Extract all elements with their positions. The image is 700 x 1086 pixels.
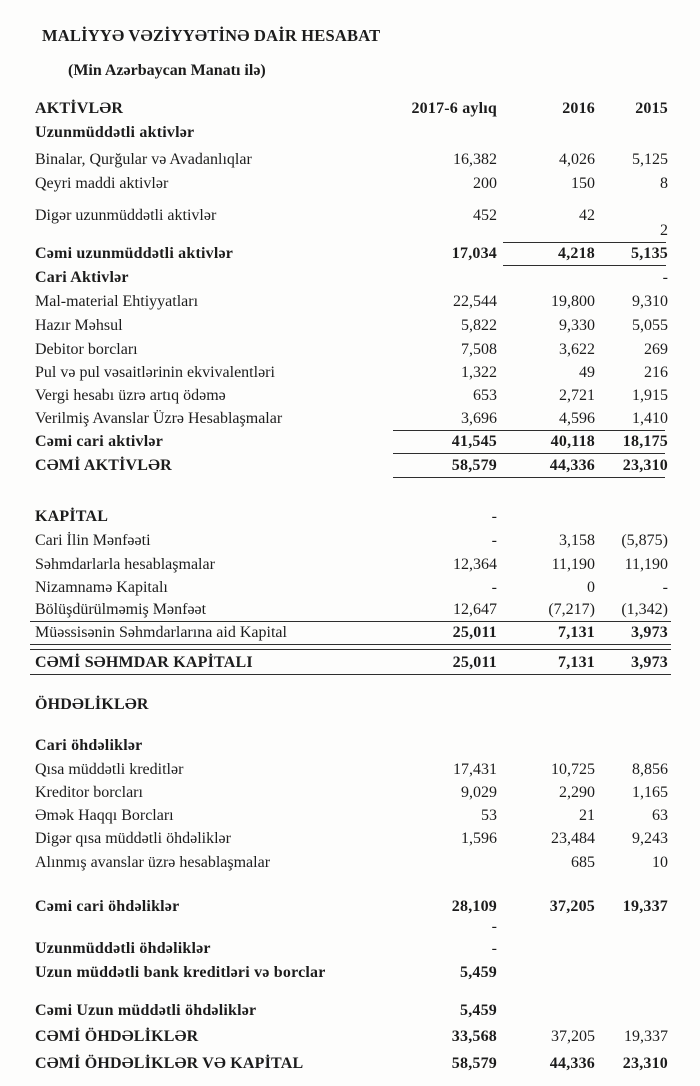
cell-2015: 23,310: [622, 457, 668, 474]
row-label: Cəmi uzunmüddətli aktivlər: [35, 245, 234, 262]
cell-2015: 18,175: [622, 433, 668, 450]
cell-2017: 653: [473, 387, 497, 404]
table-row-overflow: [35, 222, 668, 242]
document-subtitle: (Min Azərbaycan Manatı ilə): [68, 62, 266, 79]
column-header-2016: 2016: [562, 100, 595, 117]
cell-2017: 28,109: [451, 898, 497, 915]
table-row: [35, 528, 668, 552]
table-row: [35, 757, 668, 781]
subtotal-rule: [503, 265, 666, 266]
cell-2017: -: [491, 532, 497, 549]
cell-2017: -: [491, 940, 497, 957]
table-row: [35, 827, 668, 850]
subsection-heading-current-assets: Cari Aktivlər: [35, 269, 129, 286]
cell-2017: 9,029: [461, 784, 497, 801]
row-label: Qeyri maddi aktivlər: [35, 175, 169, 192]
row-label: Pul və pul vəsaitlərinin ekvivalentləri: [35, 364, 275, 381]
row-label: CƏMİ AKTİVLƏR: [35, 457, 172, 474]
cell-2015: 9,310: [632, 293, 668, 310]
subsection-heading-row: [35, 938, 668, 960]
cell-2017: 41,545: [451, 433, 497, 450]
cell-2016: 7,131: [558, 654, 595, 671]
cell-2016: 44,336: [549, 1055, 595, 1072]
subsection-heading-current-liabilities: Cari öhdəliklər: [35, 737, 143, 754]
dash-row: [35, 918, 668, 938]
cell-2015: 5,125: [632, 151, 668, 168]
cell-2017: 16,382: [453, 151, 497, 168]
row-label: Qısa müddətli kreditlər: [35, 761, 184, 778]
column-header-2015: 2015: [635, 100, 668, 117]
cell-2017: 58,579: [451, 457, 497, 474]
cell-2016: 37,205: [551, 1028, 595, 1045]
row-label: Müəssisənin Səhmdarlarına aid Kapital: [35, 624, 287, 641]
spacer: [35, 479, 668, 505]
table-row: [35, 171, 668, 195]
section-heading-assets: AKTİVLƏR: [35, 100, 124, 117]
cell-2015: 9,243: [632, 830, 668, 847]
cell-2016: 21: [579, 807, 595, 824]
row-label: Debitor borcları: [35, 341, 138, 358]
row-label: Hazır Məhsul: [35, 317, 123, 334]
row-label: CƏMİ SƏHMDAR KAPİTALI: [35, 654, 253, 671]
column-header-2017: 2017-6 aylıq: [411, 100, 497, 117]
cell-2016: 0: [587, 579, 595, 596]
cell-2016: 10,725: [551, 761, 595, 778]
total-row-current-liabilities: [35, 896, 668, 918]
cell-2015: 3,973: [631, 654, 668, 671]
table-row: [35, 552, 668, 576]
cell-2015: 23,310: [622, 1055, 668, 1072]
spacer: [35, 984, 668, 998]
cell-2016: 7,131: [558, 624, 595, 641]
spacer: [35, 716, 668, 734]
row-label: Cəmi cari aktivlər: [35, 433, 163, 450]
cell-2016: 40,118: [550, 433, 595, 450]
subsection-heading-longterm-liabilities: Uzunmüddətli öhdəliklər: [35, 940, 211, 957]
table-row: [35, 781, 668, 804]
cell-2017: 53: [481, 807, 497, 824]
cell-2015: 2: [660, 222, 668, 239]
row-label: Nizamnamə Kapitalı: [35, 579, 168, 596]
table-row: [35, 407, 668, 430]
total-row-current-assets: [35, 432, 668, 453]
cell-2016: 49: [579, 364, 595, 381]
total-row-liabilities-and-equity: [35, 1048, 668, 1075]
total-row-longterm-liabilities: [35, 998, 668, 1022]
row-label: Mal-material Ehtiyyatları: [35, 293, 199, 310]
cell-2017: -: [491, 579, 497, 596]
spacer: [35, 195, 668, 203]
cell-2017: 5,459: [460, 1002, 497, 1019]
cell-2016: (7,217): [548, 601, 595, 618]
row-label: Vergi hesabı üzrə artıq ödəmə: [35, 387, 226, 404]
cell-2017: 25,011: [452, 654, 497, 671]
subsection-heading-row: [35, 267, 668, 289]
table-row: [35, 203, 668, 227]
table-row: [35, 850, 668, 874]
cell-2016: 3,158: [559, 532, 595, 549]
cell-2016: 23,484: [551, 830, 595, 847]
table-row: [35, 313, 668, 337]
section-heading-row: [35, 692, 668, 716]
cell-2016: 19,800: [551, 293, 595, 310]
subtotal-rule: [503, 242, 666, 243]
cell-2017: 12,647: [453, 601, 497, 618]
column-header-row: [35, 96, 668, 120]
cell-2017: 25,011: [452, 624, 497, 641]
total-rule: [393, 430, 665, 431]
row-label: Digər qısa müddətli öhdəliklər: [35, 830, 231, 847]
table-row: [35, 361, 668, 384]
cell-2017: 200: [473, 175, 497, 192]
cell-2015: 3,973: [631, 624, 668, 641]
full-width-rule: [30, 621, 671, 622]
cell-2015: (1,342): [621, 601, 668, 618]
row-label: Əmək Haqqı Borcları: [35, 807, 174, 824]
row-label: Digər uzunmüddətli aktivlər: [35, 207, 217, 224]
cell-2017: 7,508: [461, 341, 497, 358]
row-label: Səhmdarlarla hesablaşmalar: [35, 556, 215, 573]
cell-2015: 1,410: [632, 410, 668, 427]
cell-2015: 8,856: [632, 761, 668, 778]
cell-2015: 1,915: [632, 387, 668, 404]
cell-2017: 33,568: [451, 1028, 497, 1045]
cell-2016: 2,721: [559, 387, 595, 404]
spacer: [35, 874, 668, 896]
row-label: Uzun müddətli bank kreditləri və borclar: [35, 964, 326, 981]
row-label: Cəmi cari öhdəliklər: [35, 898, 180, 915]
total-rule: [393, 477, 665, 478]
cell-2015: 8: [660, 175, 668, 192]
cell-2015: 1,165: [632, 784, 668, 801]
row-label: Verilmiş Avanslar Üzrə Hesablaşmalar: [35, 410, 283, 427]
row-label: CƏMİ ÖHDƏLİKLƏR: [35, 1028, 199, 1045]
subsection-heading-row: [35, 734, 668, 757]
subsection-heading-row: [35, 120, 668, 144]
cell-2016: 42: [579, 207, 595, 224]
table-row: [35, 576, 668, 599]
row-label: Alınmış avanslar üzrə hesablaşmalar: [35, 854, 271, 871]
cell-2015: -: [662, 269, 668, 286]
total-row-assets: [35, 455, 668, 477]
section-heading-row: [35, 505, 668, 528]
cell-2016: 150: [571, 175, 595, 192]
cell-2017: 1,596: [461, 830, 497, 847]
cell-2016: 4,218: [558, 245, 595, 262]
cell-2017: 12,364: [453, 556, 497, 573]
cell-2016: 4,026: [559, 151, 595, 168]
cell-2016: 9,330: [559, 317, 595, 334]
cell-2017: 1,322: [461, 364, 497, 381]
total-row-longterm-assets: [35, 244, 668, 265]
cell-2015: 5,055: [632, 317, 668, 334]
cell-2016: 11,190: [551, 556, 595, 573]
section-heading-equity: KAPİTAL: [35, 508, 109, 525]
section-heading-liabilities: ÖHDƏLİKLƏR: [35, 696, 149, 713]
cell-2017: 17,034: [451, 245, 497, 262]
table-row: [35, 960, 668, 984]
cell-2017: -: [491, 918, 497, 935]
cell-2015: 63: [652, 807, 668, 824]
cell-2017: 22,544: [453, 293, 497, 310]
cell-2015: 19,337: [624, 1028, 668, 1045]
row-label: Bölüşdürülməmiş Mənfəət: [35, 601, 207, 618]
cell-2015: (5,875): [621, 532, 668, 549]
cell-2016: 685: [571, 854, 595, 871]
cell-2017: 5,822: [461, 317, 497, 334]
row-label: Cəmi Uzun müddətli öhdəliklər: [35, 1002, 257, 1019]
cell-2016: 44,336: [549, 457, 595, 474]
row-label: Binalar, Qurğular və Avadanlıqlar: [35, 151, 252, 168]
cell-2017: 58,579: [451, 1055, 497, 1072]
document-title: MALİYYƏ VƏZİYYƏTİNƏ DAİR HESABAT: [42, 26, 381, 45]
cell-2015: 19,337: [622, 898, 668, 915]
table-row: [35, 289, 668, 313]
table-row: [35, 337, 668, 361]
total-rule: [393, 453, 665, 454]
cell-2017: 5,459: [460, 964, 497, 981]
cell-2017: 452: [473, 207, 497, 224]
cell-2015: 5,135: [631, 245, 668, 262]
attributable-equity-row: [35, 623, 668, 644]
cell-2017: 17,431: [453, 761, 497, 778]
table-row: [35, 804, 668, 827]
table-row: [35, 384, 668, 407]
cell-2015: 10: [652, 854, 668, 871]
cell-2015: 11,190: [624, 556, 668, 573]
row-label: Kreditor borcları: [35, 784, 143, 801]
cell-2016: 3,622: [559, 341, 595, 358]
cell-2016: 2,290: [559, 784, 595, 801]
cell-2015: -: [662, 579, 668, 596]
row-label: CƏMİ ÖHDƏLİKLƏR VƏ KAPİTAL: [35, 1055, 304, 1072]
table-row: [35, 599, 668, 621]
cell-2016: 4,596: [559, 410, 595, 427]
spacer: [35, 676, 668, 692]
total-row-liabilities: [35, 1022, 668, 1048]
subsection-heading-longterm-assets: Uzunmüddətli aktivlər: [35, 124, 195, 141]
cell-2015: 269: [644, 341, 668, 358]
cell-2016: 37,205: [549, 898, 595, 915]
cell-2017: 3,696: [461, 410, 497, 427]
cell-2017: -: [491, 508, 497, 525]
cell-2015: 216: [644, 364, 668, 381]
total-row-equity: [35, 651, 668, 674]
double-rule: [30, 644, 671, 650]
full-width-rule: [30, 674, 671, 675]
row-label: Cari İlin Mənfəəti: [35, 532, 151, 549]
table-row: [35, 144, 668, 171]
